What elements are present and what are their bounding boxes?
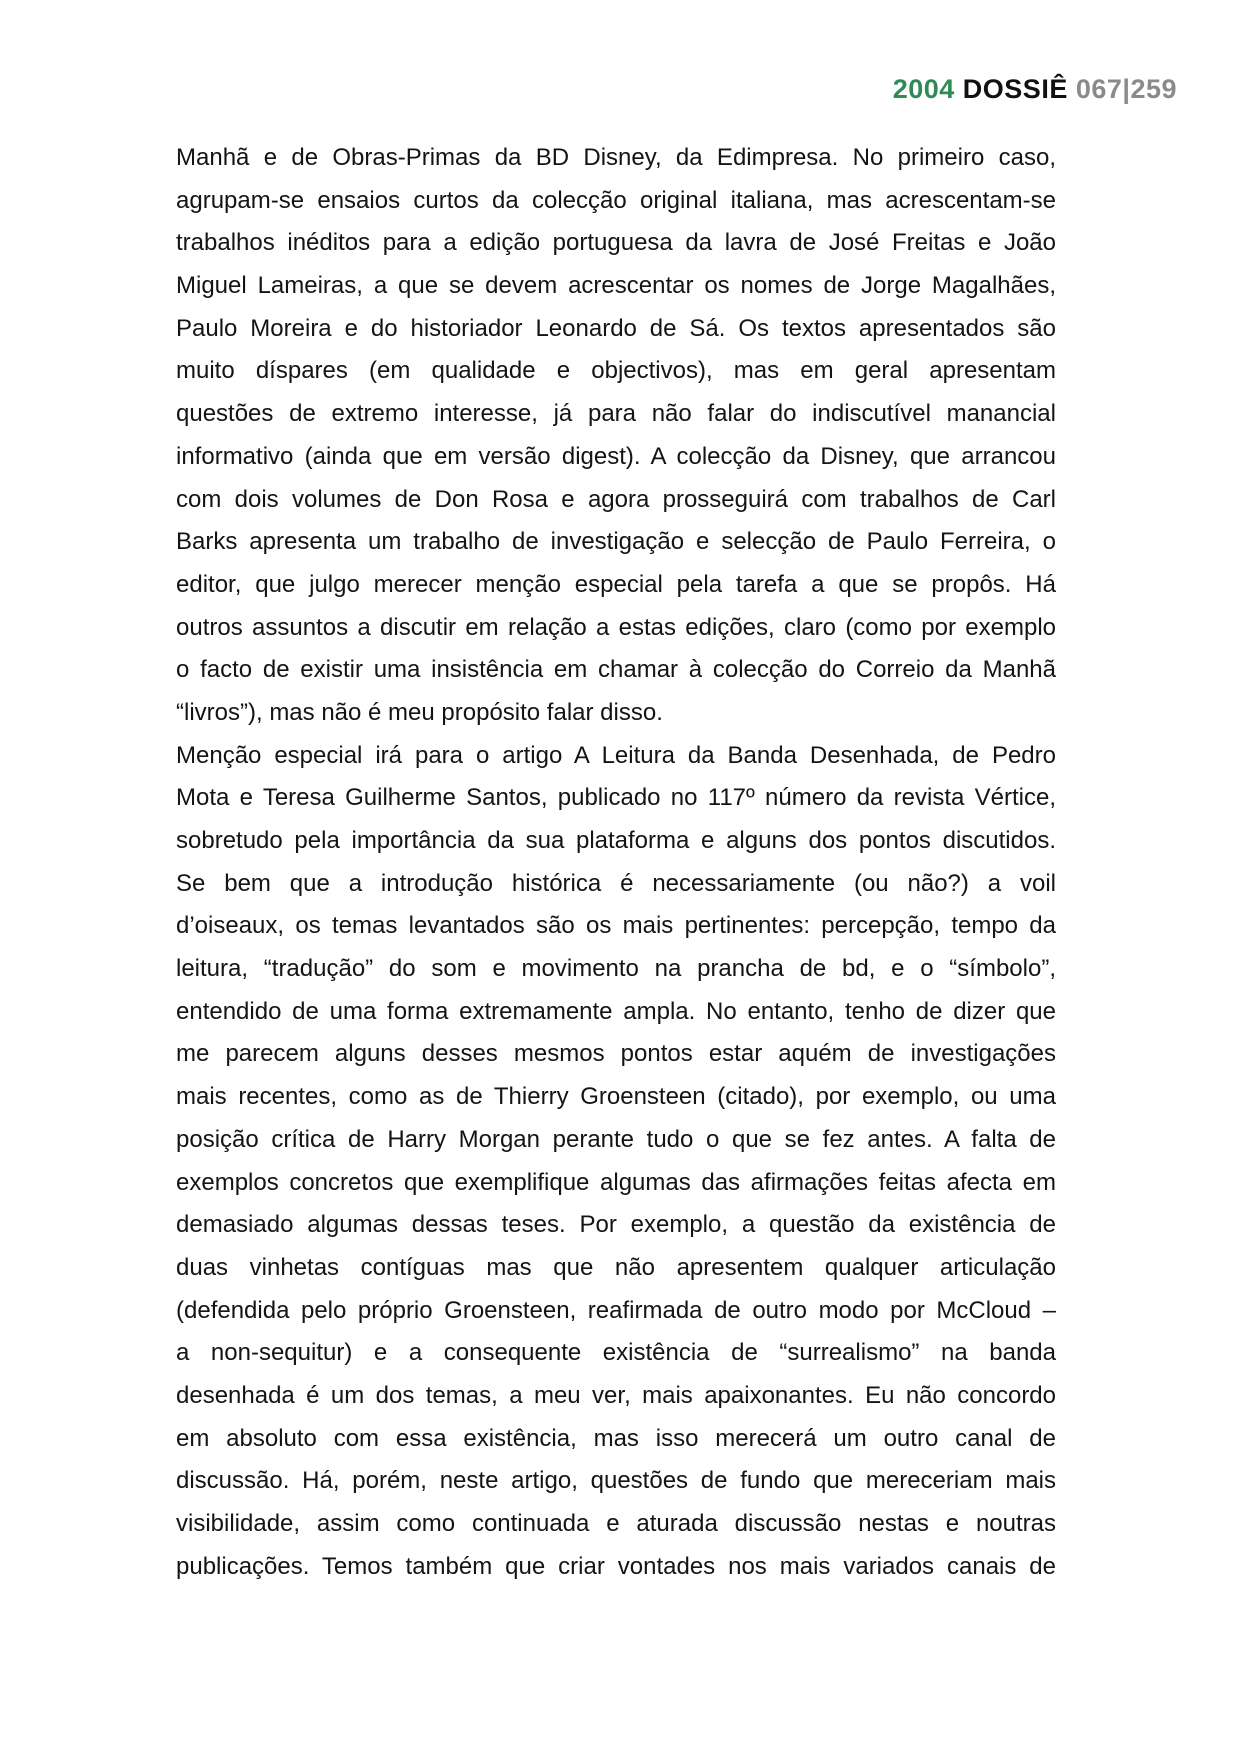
text-line: “livros”), mas não é meu propósito falar disso. <box>176 698 663 726</box>
text-line: muito díspares (em qualidade e objectivos), mas em geral apresentam <box>176 357 1056 385</box>
running-header <box>893 74 1177 105</box>
header-year: 2004 <box>892 74 955 104</box>
text-line: duas vinhetas contíguas mas que não apresentem qualquer articulação <box>176 1253 1056 1281</box>
text-line: Paulo Moreira e do historiador Leonardo de Sá. Os textos apresentados são <box>176 314 1056 342</box>
text-line: editor, que julgo merecer menção especial pela tarefa a que se propôs. Há <box>176 570 1056 598</box>
text-line: demasiado algumas dessas teses. Por exemplo, a questão da existência de <box>176 1211 1056 1239</box>
text-line: (defendida pelo próprio Groensteen, reafirmada de outro modo por McCloud – <box>176 1296 1056 1324</box>
text-line: trabalhos inéditos para a edição portuguesa da lavra de José Freitas e João <box>176 229 1056 257</box>
text-line: posição crítica de Harry Morgan perante tudo o que se fez antes. A falta de <box>176 1125 1056 1153</box>
text-line: Menção especial irá para o artigo A Leitura da Banda Desenhada, de Pedro <box>176 741 1056 769</box>
header-section: DOSSIÊ <box>962 74 1068 104</box>
text-line: agrupam-se ensaios curtos da colecção original italiana, mas acrescentam-se <box>176 186 1056 214</box>
text-line: Barks apresenta um trabalho de investigação e selecção de Paulo Ferreira, o <box>176 528 1056 556</box>
text-line: questões de extremo interesse, já para não falar do indiscutível manancial <box>176 400 1056 428</box>
text-line: o facto de existir uma insistência em chamar à colecção do Correio da Manhã <box>176 656 1056 684</box>
paragraph-1 <box>176 137 1056 735</box>
text-line: d’oiseaux, os temas levantados são os mais pertinentes: percepção, tempo da <box>176 912 1056 940</box>
text-line: visibilidade, assim como continuada e aturada discussão nestas e noutras <box>176 1510 1056 1537</box>
text-line: Mota e Teresa Guilherme Santos, publicado no 117º número da revista Vértice, <box>176 784 1056 812</box>
body-text <box>176 137 1056 1588</box>
text-line: informativo (ainda que em versão digest). A colecção da Disney, que arrancou <box>176 442 1056 470</box>
text-line: leitura, “tradução” do som e movimento na prancha de bd, e o “símbolo”, <box>176 955 1056 983</box>
text-line: a non-sequitur) e a consequente existência de “surrealismo” na banda <box>176 1339 1056 1367</box>
text-line: outros assuntos a discutir em relação a estas edições, claro (como por exemplo <box>176 613 1056 641</box>
text-line: com dois volumes de Don Rosa e agora prosseguirá com trabalhos de Carl <box>176 485 1056 513</box>
text-line: Se bem que a introdução histórica é necessariamente (ou não?) a voil <box>176 869 1056 897</box>
text-line: sobretudo pela importância da sua plataforma e alguns dos pontos discutidos. <box>176 827 1056 854</box>
header-page-info: 067|259 <box>1075 74 1177 104</box>
text-line: me parecem alguns desses mesmos pontos estar aquém de investigações <box>176 1040 1056 1068</box>
text-line: exemplos concretos que exemplifique algumas das afirmações feitas afecta em <box>176 1168 1056 1196</box>
text-line: entendido de uma forma extremamente ampla. No entanto, tenho de dizer que <box>176 997 1056 1025</box>
text-line: mais recentes, como as de Thierry Groensteen (citado), por exemplo, ou uma <box>176 1083 1056 1111</box>
text-line: em absoluto com essa existência, mas isso merecerá um outro canal de <box>176 1424 1056 1452</box>
text-line: discussão. Há, porém, neste artigo, questões de fundo que mereceriam mais <box>176 1467 1056 1495</box>
text-line: desenhada é um dos temas, a meu ver, mais apaixonantes. Eu não concordo <box>176 1381 1056 1409</box>
text-line: publicações. Temos também que criar vontades nos mais variados canais de <box>176 1552 1056 1580</box>
text-line: Manhã e de Obras-Primas da BD Disney, da Edimpresa. No primeiro caso, <box>176 144 1056 171</box>
text-line: Miguel Lameiras, a que se devem acrescentar os nomes de Jorge Magalhães, <box>176 272 1056 300</box>
paragraph-2 <box>176 735 1056 1589</box>
